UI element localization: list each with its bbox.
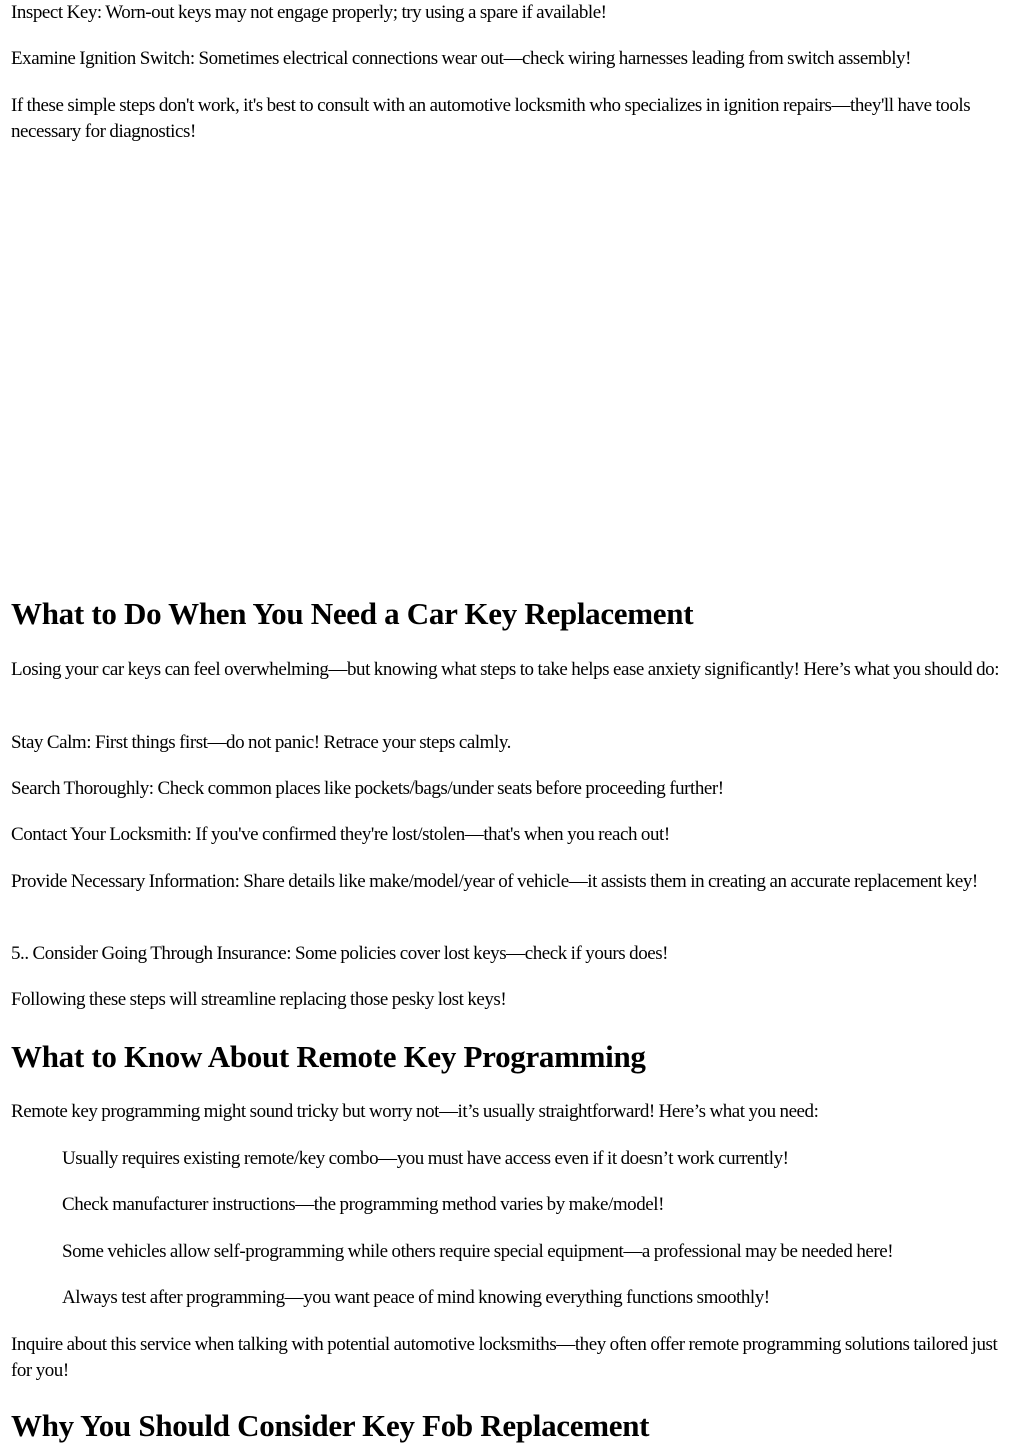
list-item-manufacturer-instructions: Check manufacturer instructions—the programming method varies by make/model!	[62, 1194, 664, 1215]
paragraph-inquire-service: Inquire about this service when talking with potential automotive locksmiths—they often offer remote programming solutions tailored just for you!	[11, 1334, 998, 1381]
paragraph-losing-keys-intro: Losing your car keys can feel overwhelming—but knowing what steps to take helps ease anxiety significantly! Here’s what you should do:	[11, 659, 1000, 680]
step-stay-calm: Stay Calm: First things first—do not panic! Retrace your steps calmly.	[11, 732, 511, 753]
step-contact-locksmith: Contact Your Locksmith: If you've confirmed they're lost/stolen—that's when you reach out!	[11, 824, 670, 845]
paragraph-examine-ignition: Examine Ignition Switch: Sometimes electrical connections wear out—check wiring harnesses leading from switch assembly!	[11, 48, 911, 69]
step-provide-information: Provide Necessary Information: Share details like make/model/year of vehicle—it assists them in creating an accurate replacement key!	[11, 871, 978, 892]
list-item-self-programming: Some vehicles allow self-programming while others require special equipment—a professional may be needed here!	[62, 1241, 894, 1262]
paragraph-consult-locksmith: If these simple steps don't work, it's best to consult with an automotive locksmith who specializes in ignition repairs—they'll have tools necessary for diagnostics!	[11, 95, 971, 142]
list-item-test-after: Always test after programming—you want peace of mind knowing everything functions smoothly!	[62, 1287, 770, 1308]
paragraph-remote-intro: Remote key programming might sound tricky but worry not—it’s usually straightforward! Here’s what you need:	[11, 1101, 819, 1122]
step-search-thoroughly: Search Thoroughly: Check common places like pockets/bags/under seats before proceeding further!	[11, 778, 724, 799]
step-insurance: 5.. Consider Going Through Insurance: Some policies cover lost keys—check if yours does!	[11, 943, 669, 964]
paragraph-following-steps: Following these steps will streamline replacing those pesky lost keys!	[11, 989, 507, 1010]
heading-remote-key-programming: What to Know About Remote Key Programming	[11, 1039, 646, 1074]
heading-car-key-replacement: What to Do When You Need a Car Key Replacement	[11, 596, 694, 631]
list-item-existing-remote: Usually requires existing remote/key combo—you must have access even if it doesn’t work currently!	[62, 1148, 789, 1169]
paragraph-inspect-key: Inspect Key: Worn-out keys may not engage properly; try using a spare if available!	[11, 2, 607, 23]
heading-key-fob-replacement: Why You Should Consider Key Fob Replacement	[11, 1408, 650, 1443]
